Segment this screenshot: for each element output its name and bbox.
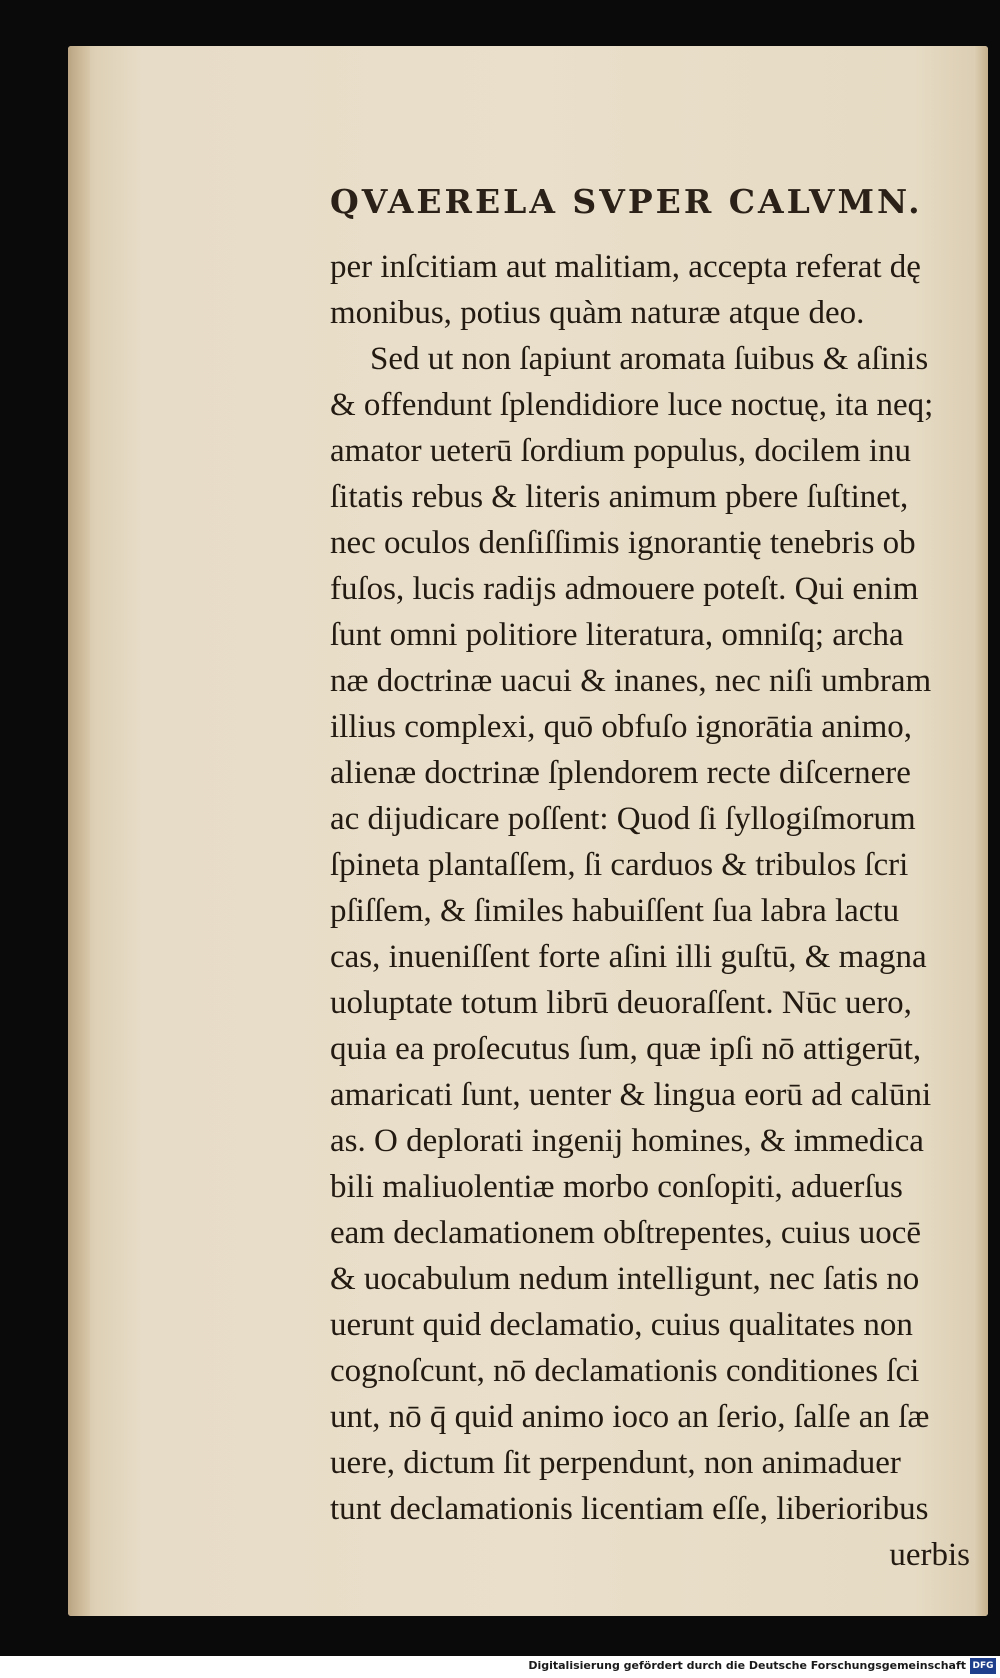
footer-credit: Digitalisierung gefördert durch die Deutsche Forschungsgemeinschaft xyxy=(528,1659,966,1672)
text-line: uere, dictum ſit perpendunt, non animaduer xyxy=(330,1445,901,1481)
text-line: eam declamationem obſtrepentes, cuius uocē xyxy=(330,1215,922,1251)
text-line: amator ueterū ſordium populus, docilem inu xyxy=(330,433,912,469)
text-line: monibus, potius quàm naturæ atque deo. xyxy=(330,295,865,331)
text-line: Sed ut non ſapiunt aromata ſuibus & aſinis xyxy=(370,341,929,377)
page-left-edge xyxy=(68,46,90,1616)
text-line: nec oculos denſiſſimis ignorantię tenebris ob xyxy=(330,525,916,561)
text-line: cognoſcunt, nō declamationis conditiones ſci xyxy=(330,1353,920,1389)
text-line: ſitatis rebus & literis animum pbere ſuſtinet, xyxy=(330,479,909,515)
text-line: as. O deplorati ingenij homines, & immedica xyxy=(330,1123,924,1159)
text-line: næ doctrinæ uacui & inanes, nec niſi umbram xyxy=(330,663,932,699)
running-head: QVAERELA SVPER CALVMN. xyxy=(330,182,923,221)
text-line: ſpineta plantaſſem, ſi carduos & tribulos ſcri xyxy=(330,847,909,883)
text-line: amaricati ſunt, uenter & lingua eorū ad calūni xyxy=(330,1077,932,1113)
footer-bar xyxy=(0,1656,1000,1678)
text-block xyxy=(330,244,988,1578)
text-line: pſiſſem, & ſimiles habuiſſent ſua labra lactu xyxy=(330,893,900,929)
dfg-logo-icon: DFG xyxy=(970,1658,996,1674)
text-line: bili maliuolentiæ morbo conſopiti, aduerſus xyxy=(330,1169,903,1205)
text-line: cas, inueniſſent forte aſini illi guſtū, & magna xyxy=(330,939,927,975)
text-line: ſunt omni politiore literatura, omniſq; archa xyxy=(330,617,904,653)
text-line: fuſos, lucis radijs admouere poteſt. Qui enim xyxy=(330,571,919,607)
text-line: alienæ doctrinæ ſplendorem recte diſcernere xyxy=(330,755,911,791)
text-line: quia ea proſecutus ſum, quæ ipſi nō attigerūt, xyxy=(330,1031,922,1067)
text-line: uerunt quid declamatio, cuius qualitates non xyxy=(330,1307,913,1343)
text-line: & offendunt ſplendidiore luce noctuę, ita neq; xyxy=(330,387,934,423)
text-line: tunt declamationis licentiam eſſe, liberioribus xyxy=(330,1491,929,1527)
text-line: uoluptate totum librū deuoraſſent. Nūc uero, xyxy=(330,985,912,1021)
text-line: unt, nō q̄ quid animo ioco an ſerio, ſalſe an ſæ xyxy=(330,1399,930,1435)
book-page xyxy=(68,46,988,1616)
text-line: & uocabulum nedum intelligunt, nec ſatis no xyxy=(330,1261,920,1297)
text-line: ac dijudicare poſſent: Quod ſi ſyllogiſmorum xyxy=(330,801,916,837)
text-line: illius complexi, quō obfuſo ignorātia animo, xyxy=(330,709,912,745)
text-line: per inſcitiam aut malitiam, accepta referat dę xyxy=(330,249,921,285)
catchword: uerbis xyxy=(889,1537,970,1573)
